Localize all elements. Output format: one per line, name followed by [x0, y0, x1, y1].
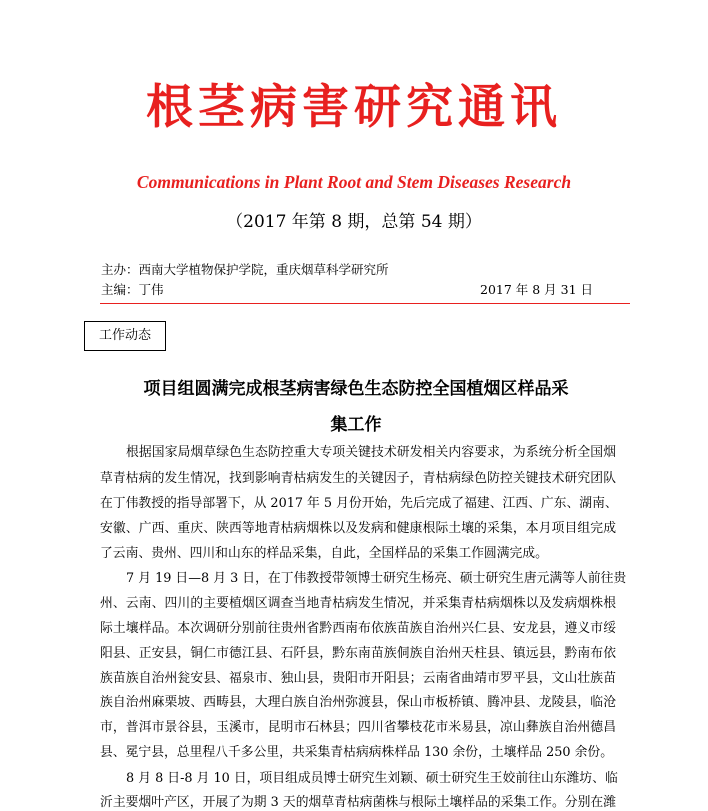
publication-date: 2017 年 8 月 31 日	[480, 282, 594, 297]
body-line: 8 月 8 日-8 月 10 日，项目组成员博士研究生刘颖、硕士研究生王姣前往山东潍坊、临	[126, 771, 618, 786]
body-line: 沂主要烟叶产区，开展了为期 3 天的烟草青枯病菌株与根际土壤样品的采集工作。分别在潍	[100, 795, 616, 810]
body-line: 根据国家局烟草绿色生态防控重大专项关键技术研发相关内容要求，为系统分析全国烟	[126, 445, 616, 460]
host-organizations: 主办：西南大学植物保护学院，重庆烟草科学研究所	[101, 262, 389, 277]
body-line: 了云南、贵州、四川和山东的样品采集，自此，全国样品的采集工作圆满完成。	[100, 546, 548, 561]
body-line: 市，普洱市景谷县，玉溪市，昆明市石林县；四川省攀枝花市米易县，凉山彝族自治州德昌	[100, 720, 616, 735]
section-label: 工作动态	[84, 321, 166, 351]
body-line: 州、云南、四川的主要植烟区调查当地青枯病发生情况，并采集青枯病烟株以及发病烟株根	[100, 596, 616, 611]
body-line: 际土壤样品。本次调研分别前往贵州省黔西南布依族苗族自治州兴仁县、安龙县，遵义市绥	[100, 621, 616, 636]
article-title-line-2: 集工作	[330, 415, 382, 435]
article-title-line-1: 项目组圆满完成根茎病害绿色生态防控全国植烟区样品采	[143, 379, 569, 399]
newsletter-subtitle-en: Communications in Plant Root and Stem Diseases Research	[136, 172, 572, 192]
body-line: 族自治州麻栗坡、西畴县，大理白族自治州弥渡县，保山市板桥镇、腾冲县、龙陵县，临沧	[100, 695, 616, 710]
body-line: 安徽、广西、重庆、陕西等地青枯病烟株以及发病和健康根际土壤的采集，本月项目组完成	[100, 521, 616, 536]
body-line: 在丁伟教授的指导部署下，从 2017 年 5 月份开始，先后完成了福建、江西、广东、湖南、	[100, 496, 618, 511]
body-line: 族苗族自治州瓮安县、福泉市、独山县，贵阳市开阳县；云南省曲靖市罗平县，文山壮族苗	[100, 671, 616, 686]
issue-number: （2017 年第 8 期，总第 54 期）	[226, 212, 482, 232]
newsletter-title: 根茎病害研究通讯	[146, 80, 562, 135]
body-line: 草青枯病的发生情况，找到影响青枯病发生的关键因子，青枯病绿色防控关键技术研究团队	[100, 471, 616, 486]
body-line: 阳县、正安县，铜仁市德江县、石阡县，黔东南苗族侗族自治州天柱县、镇远县，黔南布依	[100, 646, 616, 661]
body-line: 7 月 19 日—8 月 3 日，在丁伟教授带领博士研究生杨亮、硕士研究生唐元满等人前往贵	[126, 571, 627, 586]
body-line: 县、冕宁县，总里程八千多公里，共采集青枯病病株样品 130 余份，土壤样品 250 余份。	[100, 745, 614, 760]
chief-editor: 主编：丁伟	[101, 282, 164, 297]
